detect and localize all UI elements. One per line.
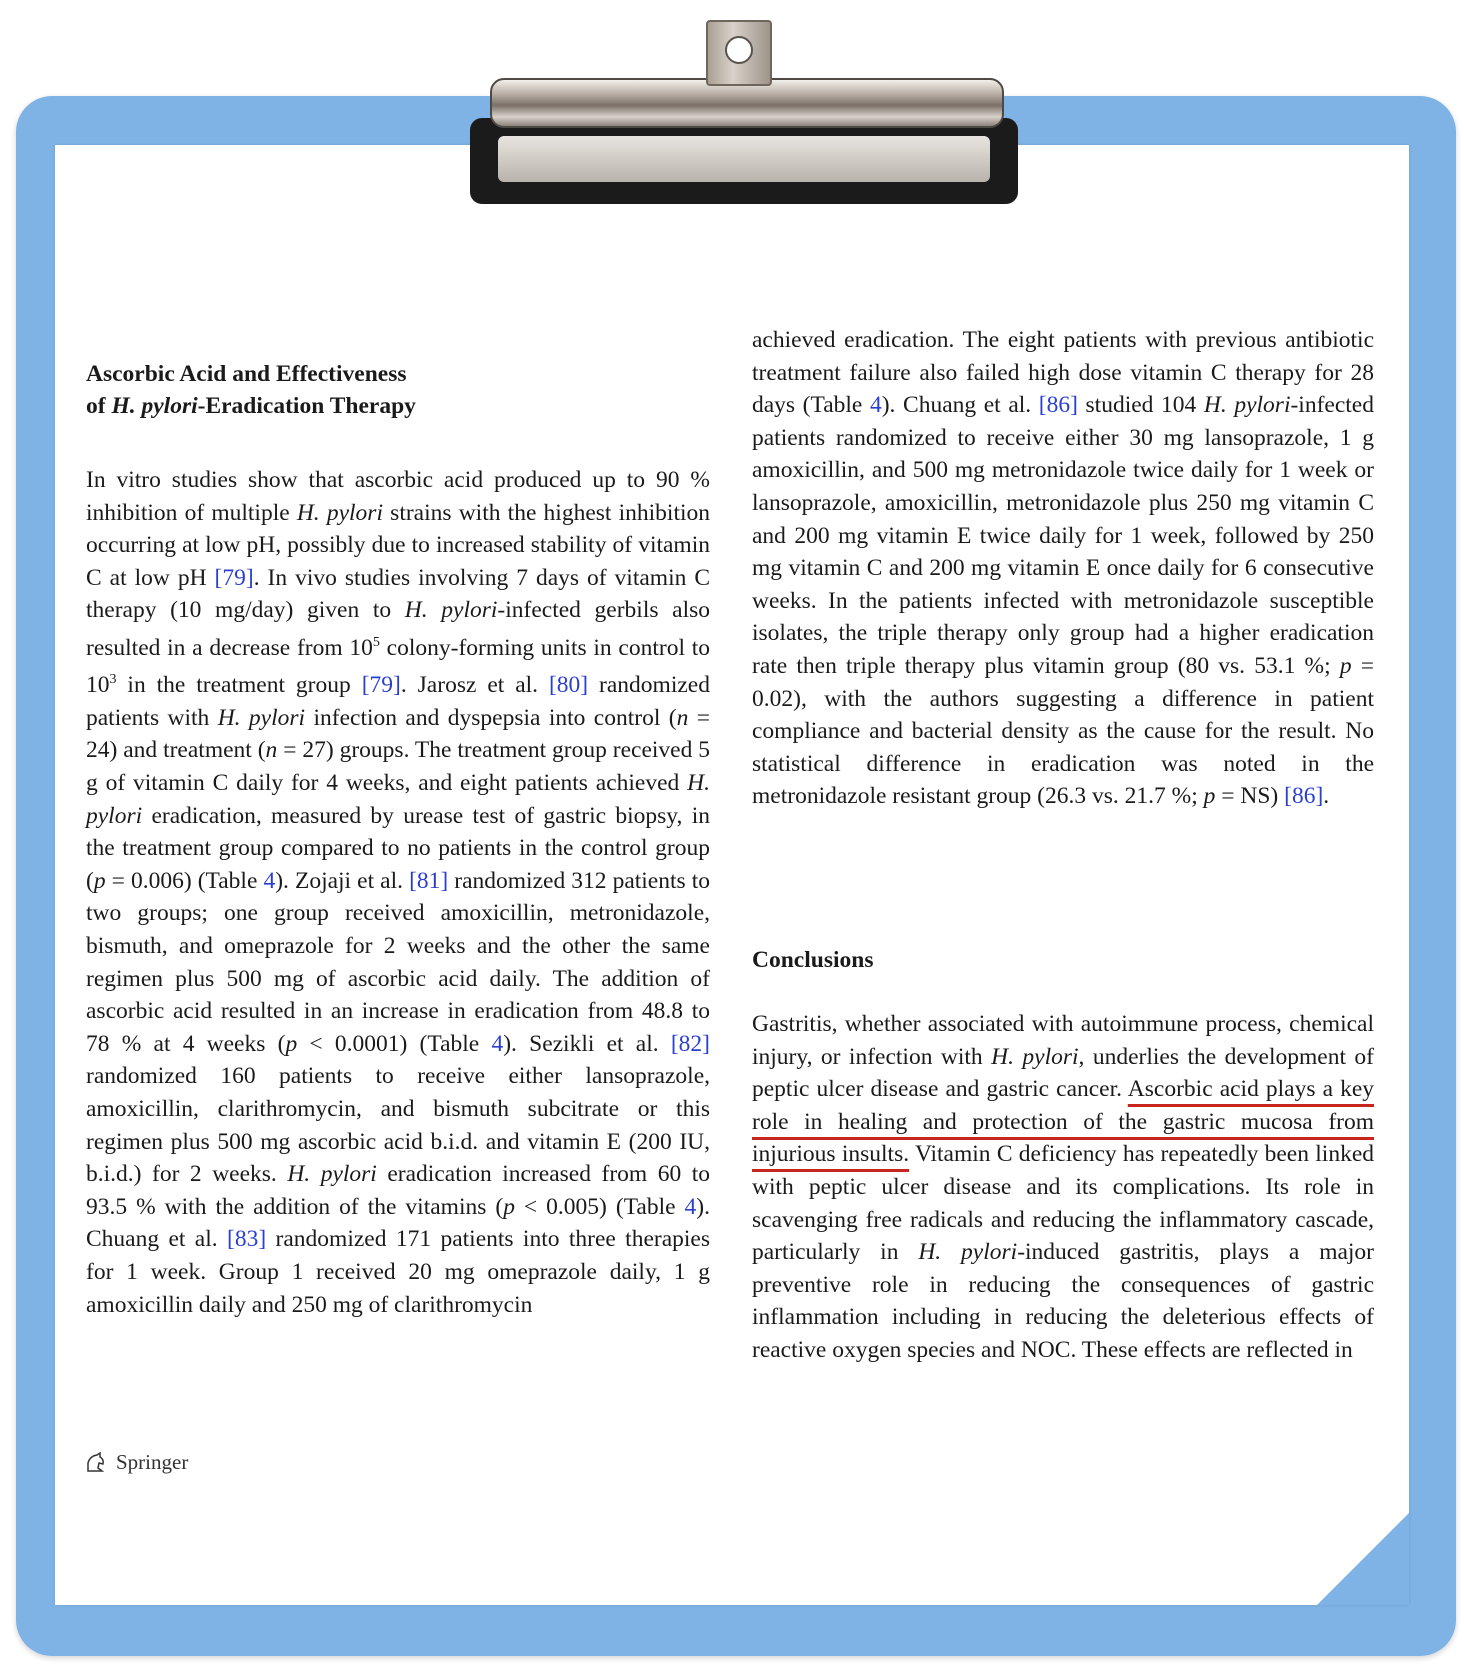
italic-term: n [676,704,689,731]
left-column-paragraph [86,464,710,1321]
text-run: ). Sezikli et al. [503,1030,671,1057]
text-run: < 0.005) (Table [514,1193,685,1220]
italic-term: p [503,1193,515,1220]
text-run: achieved eradication. The eight patients with previous antibiotic treatment failure also failed high dose vitamin C therapy for 28 days (Table [752,327,1374,419]
right-column-paragraph [752,324,1374,813]
italic-term: p [1203,783,1216,810]
text-run: = 27) groups. The treatment group received 5 g of vitamin C daily for 4 weeks, and eight patients achieved [86,737,710,796]
text-run: -infected patients randomized to receive either 30 mg lansoprazole, 1 g amoxicillin, and 500 mg metronidazole twice daily for 1 week or lansoprazole, amoxicillin, metronidazole plus 250 mg vitamin C and 200 mg vitamin E twice daily for 1 week, followed by 250 mg vitamin C and 200 mg vitamin E once daily for 6 consecutive weeks. In the patients infected with metronidazole susceptible isolates, the triple therapy only group had a higher eradication rate then triple therapy plus vitamin group (80 vs. 53.1 %; [752,392,1374,679]
reference-link[interactable]: [83] [227,1226,267,1253]
reference-link[interactable]: 4 [263,867,276,894]
italic-term: H. pylori [1203,392,1291,419]
reference-link[interactable]: 4 [491,1030,504,1057]
italic-term: H. pylori [404,597,498,624]
italic-term: H. pylori [217,704,306,731]
clip-plate [498,136,990,182]
conclusions-heading: Conclusions [752,947,874,973]
text-run: colony-forming units in control to 10 [86,634,711,699]
springer-horse-icon [84,1451,108,1475]
text-run: . In vivo studies involving 7 days of vitamin C therapy (10 mg/day) given to [86,564,711,624]
text-run: < 0.0001) (Table [297,1030,492,1057]
clip-hole [725,36,753,64]
text-run: -induced gastritis, plays a major preventive role in reducing the consequences of gastric inflammation including in reducing the deleterious effects of reactive oxygen species and NOC. These effects are reflected in [752,1239,1375,1363]
text-run: ). Chuang et al. [881,392,1039,419]
text-run: in the treatment group [116,672,362,699]
text-run: studied 104 [1077,392,1204,419]
text-run: , underlies the development of peptic ulcer disease and gastric cancer. [752,1043,1374,1103]
text-run: eradication increased from 60 to 93.5 % with the addition of the vitamins ( [86,1161,711,1220]
reference-link[interactable]: [80] [548,672,589,699]
superscript: 3 [109,672,117,688]
reference-link[interactable]: [86] [1038,392,1078,419]
italic-term: H. pylori [918,1239,1018,1266]
text-run: = 24) and treatment ( [86,704,711,764]
text-run: Vitamin C deficiency has repeatedly been linked with peptic ulcer disease and its complications. Its role in scavenging free radicals and reducing the inflammatory cascade, particularly in [752,1141,1374,1266]
text-run: randomized 312 patients to two groups; one group received amoxicillin, metronidazole, bismuth, and omeprazole for 2 weeks and the other the same regimen plus 500 mg of ascorbic acid daily. The addition of ascorbic acid resulted in an increase in eradication from 48.8 to 78 % at 4 weeks ( [86,867,710,1057]
heading-post: -Eradication Therapy [197,393,416,419]
italic-term: H. pylori [991,1043,1079,1070]
italic-term: p [93,867,106,894]
reference-link[interactable]: [81] [409,867,449,894]
italic-term: H. pylori [296,499,383,526]
text-run: = 0.02), with the authors suggesting a difference in patient compliance and bacterial density as the cause for the result. No statistical difference in eradication was noted in the metronidazole resistant group (26.3 vs. 21.7 %; [752,652,1374,810]
italic-term: H. pylori [287,1161,377,1188]
text-run: . [1323,783,1330,810]
highlighted-sentence: Ascorbic acid plays a key role in healing and protection of the gastric mucosa from injurious insults. [752,1076,1374,1168]
reference-link[interactable]: [86] [1284,783,1324,810]
text-run: ). Chuang et al. [86,1193,710,1253]
reference-link[interactable]: [82] [670,1030,710,1057]
text-run: Gastritis, whether associated with autoimmune process, chemical injury, or infection with [752,1011,1374,1070]
text-run: randomized patients with [86,672,710,731]
publisher-footer [84,1450,188,1475]
reference-link[interactable]: [79] [214,564,254,591]
text-run: eradication, measured by urease test of gastric biopsy, in the treatment group compared to no patients in the control group ( [86,802,710,894]
section-heading-ascorbic [86,358,416,422]
page-curl [1317,1513,1409,1605]
italic-term: p [285,1030,298,1057]
heading-italic: H. pylori [111,393,198,419]
text-run: randomized 171 patients into three therapies for 1 week. Group 1 received 20 mg omeprazole daily, 1 g amoxicillin daily and 250 mg of clarithromycin [86,1226,710,1318]
conclusions-paragraph [752,1008,1374,1367]
text-run: = NS) [1215,783,1285,810]
text-run: ). Zojaji et al. [275,867,410,894]
text-run: strains with the highest inhibition occurring at low pH, possibly due to increased stability of vitamin C at low pH [86,499,711,591]
superscript: 5 [372,634,380,650]
heading-line-2 [86,390,416,422]
text-run: randomized 160 patients to receive either lansoprazole, amoxicillin, clarithromycin, and bismuth subcitrate or this regimen plus 500 mg ascorbic acid b.i.d. and vitamin E (200 IU, b.i.d.) for 2 weeks. [86,1063,710,1188]
text-run: = 0.006) (Table [105,867,264,894]
text-run: infection and dyspepsia into control ( [305,704,677,731]
text-run: . Jarosz et al. [400,672,549,699]
italic-term: n [265,737,278,764]
heading-pre: of [86,393,112,419]
heading-line-1: Ascorbic Acid and Effectiveness [86,361,407,387]
italic-term: H. pylori [86,770,710,829]
reference-link[interactable]: 4 [684,1193,697,1220]
clip-hanger-tab [706,20,772,86]
publisher-name: Springer [116,1450,189,1474]
text-run: In vitro studies show that ascorbic acid produced up to 90 % inhibition of multiple [86,467,710,526]
text-run: -infected gerbils also resulted in a decrease from 10 [86,597,710,661]
reference-link[interactable]: [79] [361,672,401,699]
italic-term: p [1339,652,1352,679]
reference-link[interactable]: 4 [869,392,882,419]
clip-base [470,118,1018,204]
